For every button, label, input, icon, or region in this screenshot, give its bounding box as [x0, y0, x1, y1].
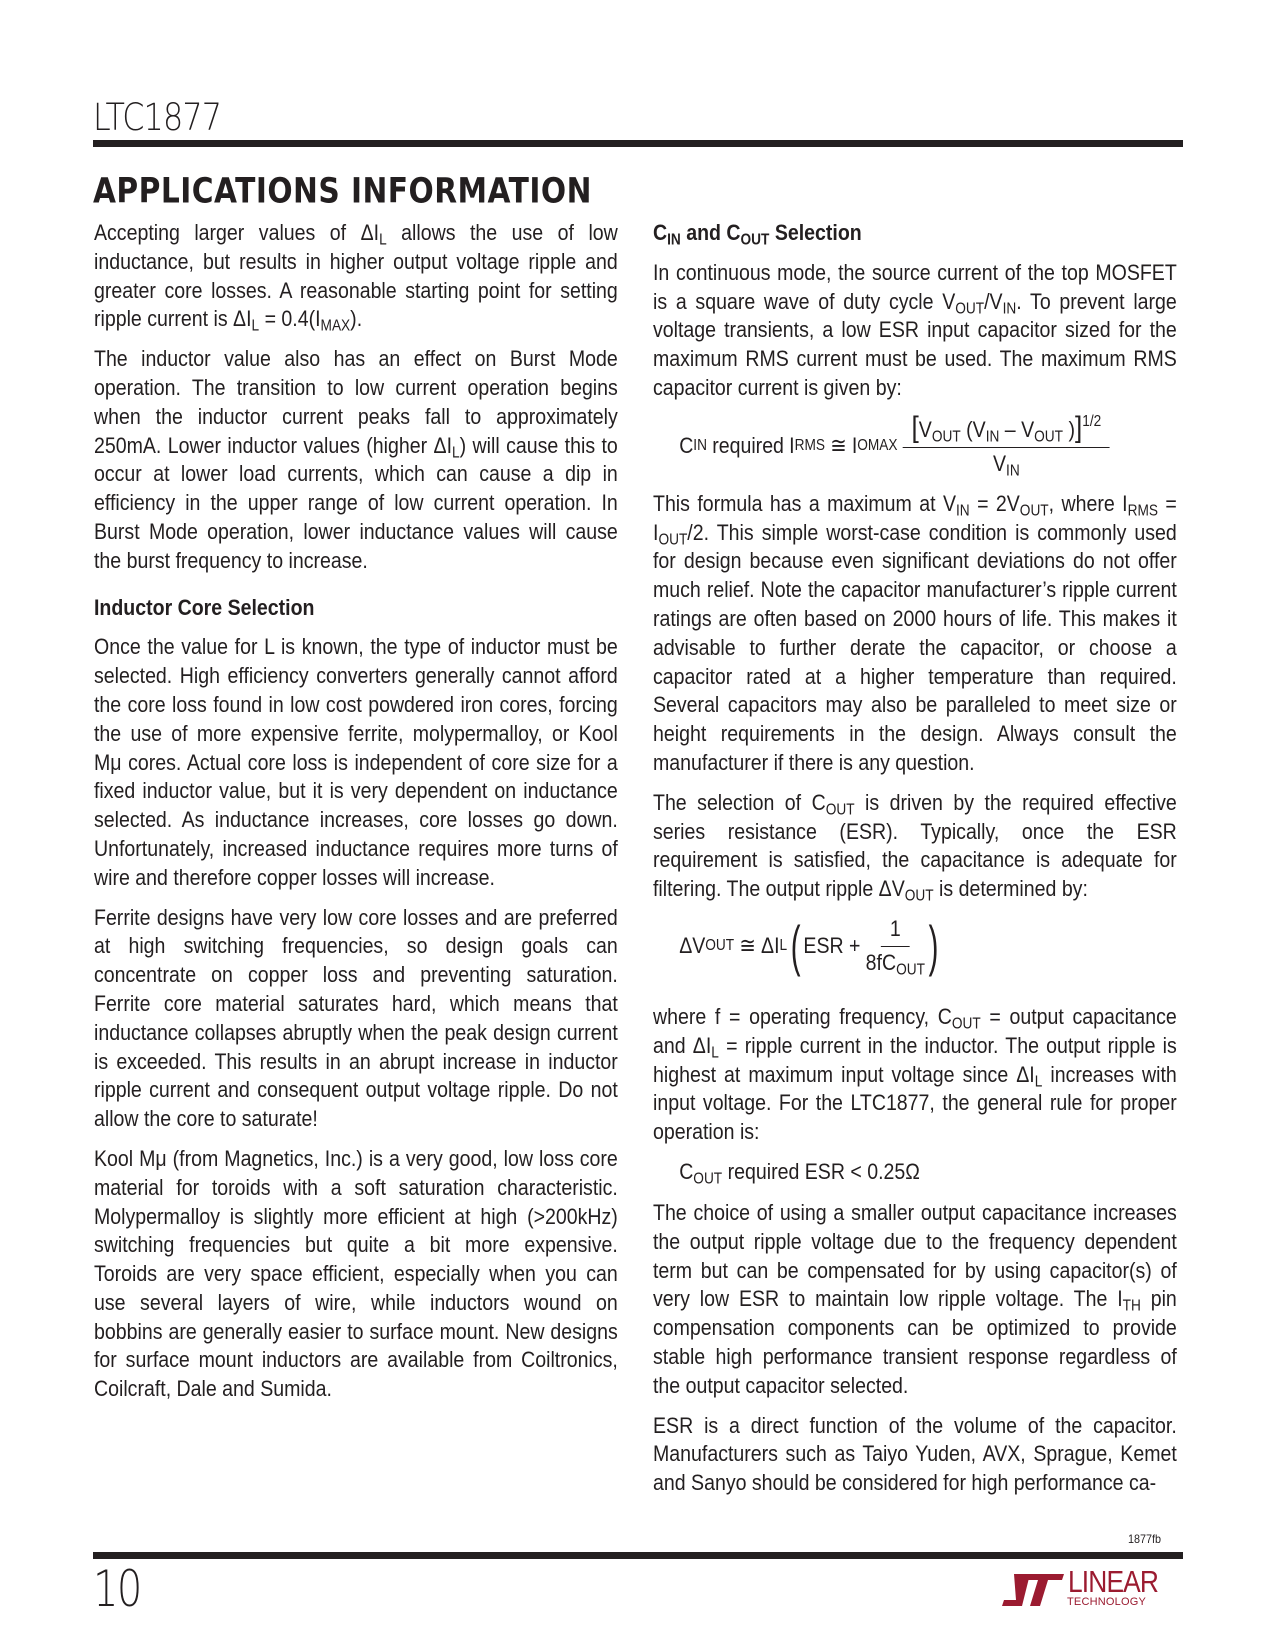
footer-rule	[93, 1552, 1183, 1559]
paragraph-kool-mu: Kool Mμ (from Magnetics, Inc.) is a very good, low loss core material for toroids with a soft saturation characteristic. Molypermalloy is slightly more efficient at high (>200kHz) switching frequencies but quite a bit more expensive. Toroids are very space efficient, especially when you can use several layers of wire, while inductors wound on bobbins are generally easier to surface mount. New designs for surface mount inductors are available from Coiltronics, Coilcraft, Dale and Sumida.	[94, 1145, 618, 1402]
paragraph-ripple-definition: where f = operating frequency, $C_{OUT}$ = output capacitance and $\Delta I_L$ = ripple current in the inductor. The output ripple is highest at maximum input voltage since $\Delta I_L$ increases with input voltage. For the LTC1877, the general rule for proper operation is:	[653, 1003, 1177, 1145]
paragraph-cout-esr: The selection of $C_{OUT}$ is driven by the required effective series resistance (ESR). Typically, once the ESR requirement is satisfied, the capacitance is adequate for filtering. The output ripple $\Delta V_{OUT}$ is determined by:	[653, 789, 1177, 905]
right-paren: )	[928, 914, 938, 978]
lt-logo-mark-icon	[1000, 1570, 1066, 1610]
right-column	[653, 219, 1177, 1509]
equation-output-ripple: ΔV OUT ≅ ΔI L ( ESR + $\frac{1}{8fC_{OUT}}$ )	[679, 914, 938, 979]
left-column	[94, 219, 618, 1415]
fraction: $\frac{[V_{OUT} (V_{IN} - V_{OUT} )]^{1/2}}{V_{IN}}$	[903, 414, 1110, 479]
section-title: APPLICATIONS INFORMATION	[93, 170, 592, 211]
paragraph-core-loss: Once the value for L is known, the type of inductor must be selected. High efficiency converters generally cannot afford the core loss found in low cost powdered iron cores, forcing the use of more expensive ferrite, molypermalloy, or Kool Mμ cores. Actual core loss is independent of core size for a fixed inductor value, but it is very dependent on inductance selected. As inductance increases, core losses go down. Unfortunately, increased inductance requires more turns of wire and therefore copper losses will increase.	[94, 634, 618, 890]
heading-inductor-core-selection: Inductor Core Selection	[94, 594, 315, 620]
document-code: 1877fb	[1128, 1532, 1162, 1546]
paragraph-esr-volume: ESR is a direct function of the volume of the capacitor. Manufacturers such as Taiyo Yuden, AVX, Sprague, Kemet and Sanyo should be considered for high performance ca-	[653, 1412, 1177, 1496]
logo-wordmark: LINEAR	[1068, 1564, 1159, 1599]
fraction: $\frac{1}{8fC_{OUT}}$	[865, 915, 925, 979]
paragraph-continuous-mode: In continuous mode, the source current of the top MOSFET is a square wave of duty cycle $V_{OUT}/V_{IN}$. To prevent large voltage transients, a low ESR input capacitor sized for the maximum RMS current must be used. The maximum RMS capacitor current is given by:	[653, 259, 1177, 400]
logo-subtitle: TECHNOLOGY	[1067, 1596, 1147, 1608]
linear-technology-logo	[1000, 1566, 1185, 1616]
paragraph-ripple-current: Accepting larger values of $\Delta I_L$ allows the use of low inductance, but results in higher output voltage ripple and greater core losses. A reasonable starting point for setting ripple current is $\Delta I_L = 0.4(I_{MAX})$.	[94, 220, 618, 336]
paragraph-ferrite: Ferrite designs have very low core losses and are preferred at high switching frequencies, so design goals can concentrate on copper loss and preventing saturation. Ferrite core material saturates hard, which means that inductance collapses abruptly when the peak design current is exceeded. This results in an abrupt increase in inductor ripple current and consequent output voltage ripple. Do not allow the core to saturate!	[94, 904, 618, 1132]
heading-cin-cout-selection: $C_{IN}$ and $C_{OUT}$ Selection	[653, 220, 862, 249]
paragraph-burst-mode: The inductor value also has an effect on Burst Mode operation. The transition to low current operation begins when the inductor current peaks fall to approximately 250mA. Lower inductor values (higher $\Delta I_L$) will cause this to occur at lower load currents, which can cause a dip in efficiency in the upper range of low current operation. In Burst Mode operation, lower inductance values will cause the burst frequency to increase.	[94, 346, 618, 573]
header-rule	[93, 140, 1183, 147]
paragraph-smaller-capacitance: The choice of using a smaller output capacitance increases the output ripple voltage due to the frequency dependent term but can be compensated for by using capacitor(s) of very low ESR to maintain low ripple voltage. The $I_{TH}$ pin compensation components can be optimized to provide stable high performance transient response regardless of the output capacitor selected.	[653, 1199, 1177, 1398]
paragraph-worst-case: This formula has a maximum at $V_{IN} = 2V_{OUT}$, where $I_{RMS} = I_{OUT}/2$. This simple worst-case condition is commonly used for design because even significant deviations do not offer much relief. Note the capacitor manufacturer’s ripple current ratings are often based on 2000 hours of life. This makes it advisable to further derate the capacitor, or choose a capacitor rated at a higher temperature than required. Several capacitors may also be paralleled to meet size or height requirements in the design. Always consult the manufacturer if there is any question.	[653, 490, 1177, 775]
equation-cout-esr-rule: $C_{OUT}$ required ESR < 0.25Ω	[679, 1158, 920, 1188]
equation-cin-irms: C IN required I RMS ≅ I OMAX $\frac{[V_{OUT} (V_{IN} - V_{OUT} )]^{1/2}}{V_{IN}}$	[653, 414, 1177, 472]
page-number: 10	[93, 1560, 141, 1618]
part-number-header: LTC1877	[93, 96, 222, 139]
left-paren: (	[790, 914, 801, 978]
